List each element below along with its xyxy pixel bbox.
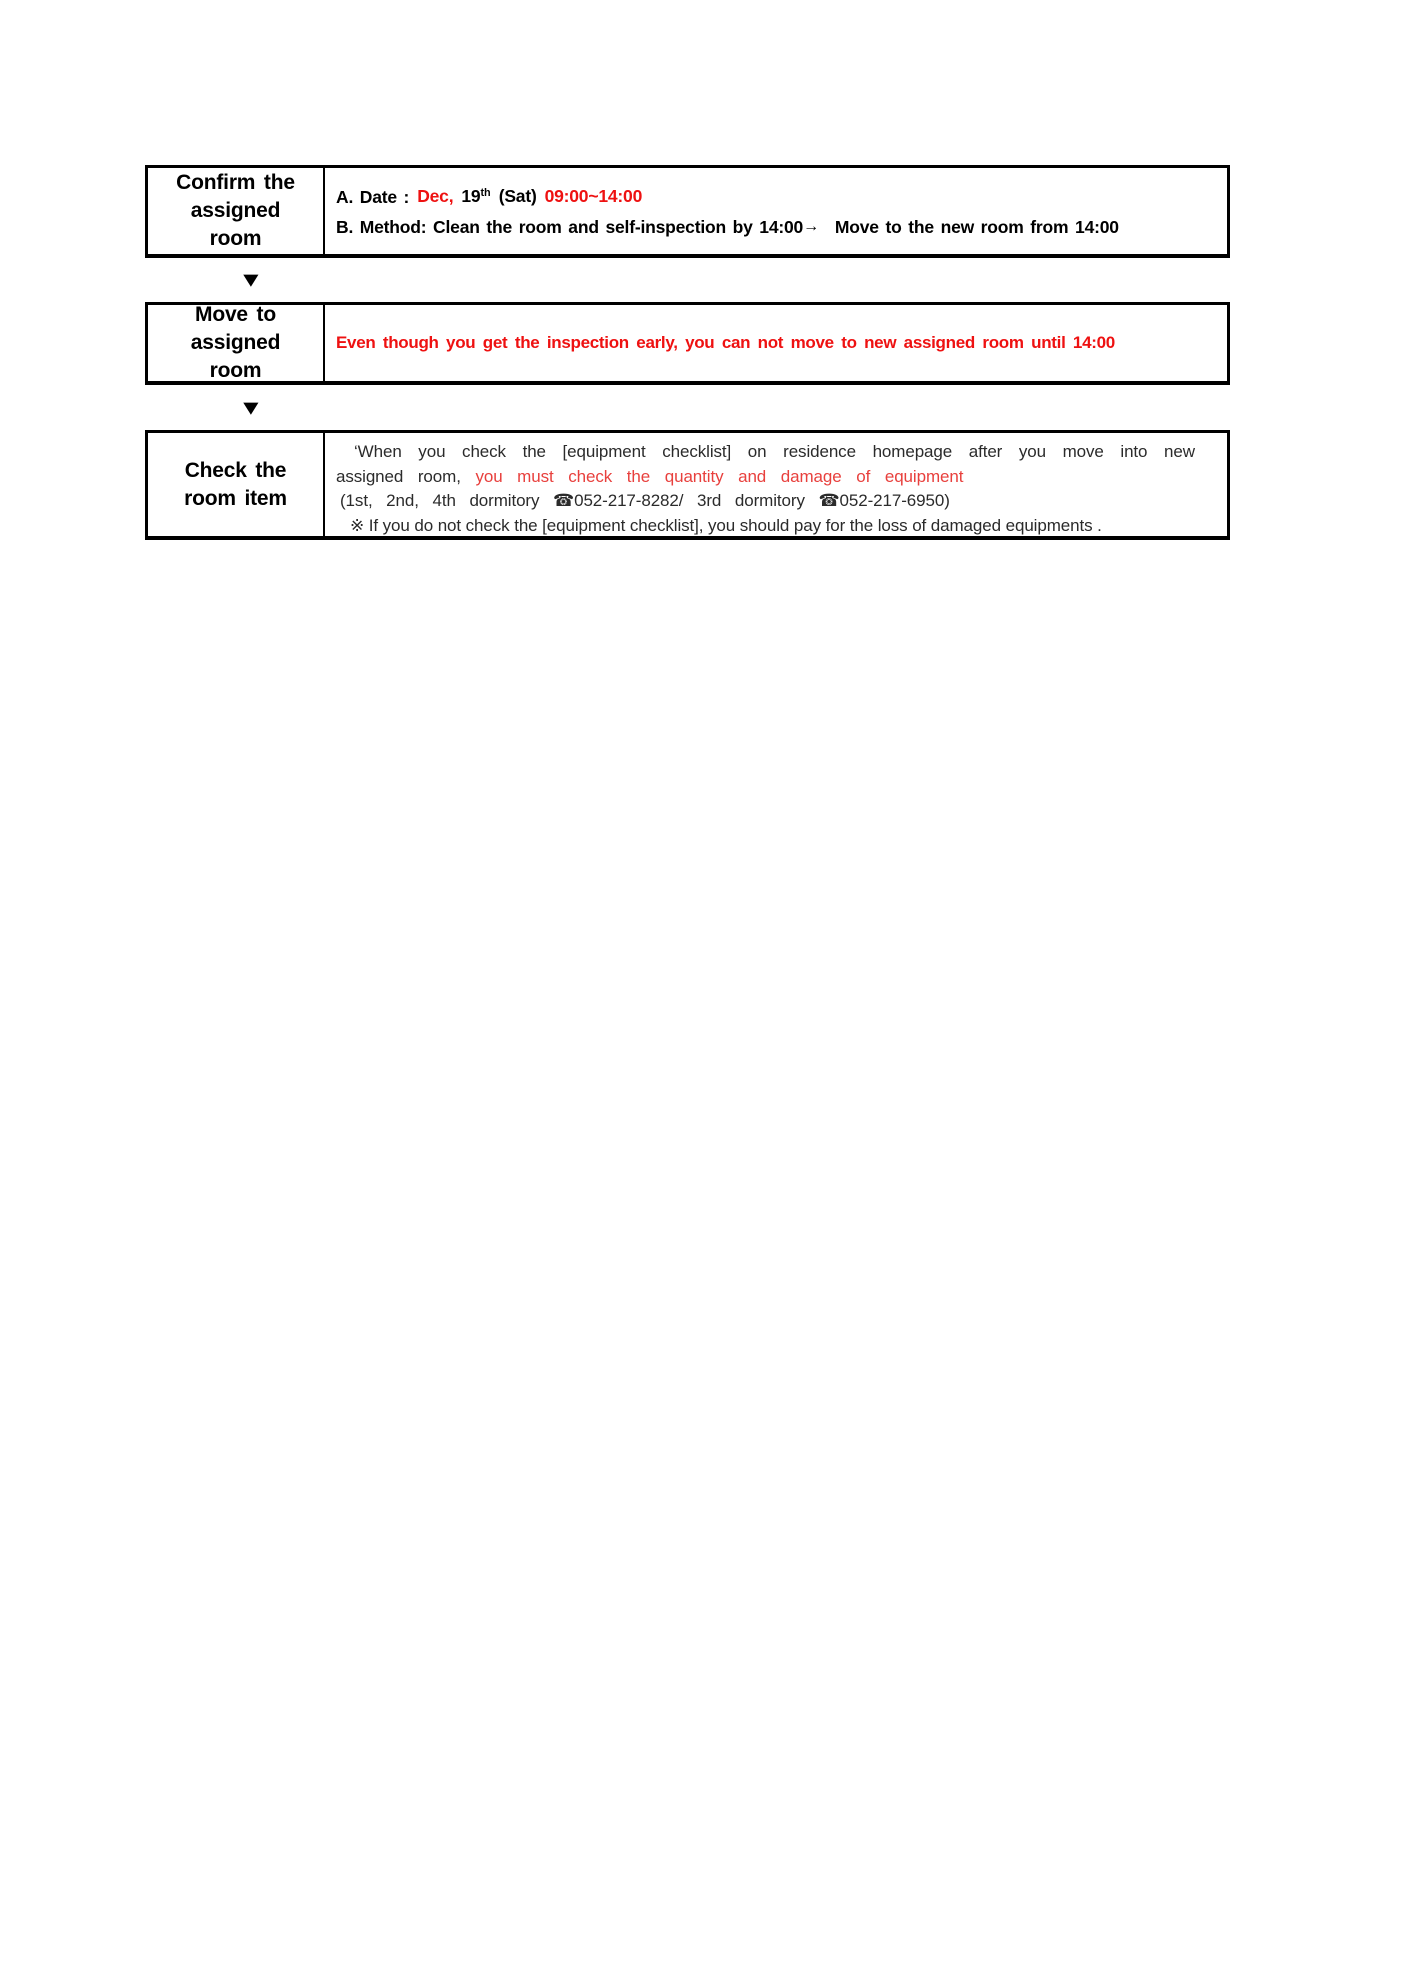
warning-text: Even though you get the inspection early, you can not move to new assigned room until 14:00 — [336, 333, 1115, 352]
date-weekday: (Sat) — [498, 186, 537, 207]
checklist-line-1: ‘When you check the [equipment checklist] on residence homepage after you move into new — [354, 442, 1195, 461]
method-line — [336, 212, 1221, 244]
flow-connector — [145, 385, 1230, 430]
method-after: Move to the new room from 14:00 — [834, 217, 1119, 238]
label-line: room — [209, 359, 262, 382]
step-label-check — [148, 433, 325, 536]
step-content-move — [325, 305, 1227, 381]
label-line: room — [209, 227, 262, 250]
checklist-line-2-black: assigned room, — [336, 466, 461, 486]
date-month: Dec, — [417, 186, 454, 207]
date-ordinal: th — [480, 186, 491, 199]
step-content-confirm — [325, 168, 1227, 254]
step-move-to-assigned-room — [145, 302, 1230, 385]
flow-connector — [145, 258, 1230, 302]
checklist-line-2 — [336, 465, 1221, 490]
note-line: ※ If you do not check the [equipment checklist], you should pay for the loss of damaged equipments . — [350, 515, 1102, 535]
date-day: 19 — [461, 186, 481, 207]
method-text: B. Method: Clean the room and self-inspection by 14:00 — [336, 217, 804, 238]
label-line: Confirm the — [176, 171, 295, 194]
date-time: 09:00~14:00 — [544, 186, 643, 207]
procedure-flow — [145, 165, 1230, 540]
step-check-room-item — [145, 430, 1230, 540]
step-confirm-assigned-room — [145, 165, 1230, 258]
step-label-move — [148, 305, 325, 381]
dormitory-phone-line: (1st, 2nd, 4th dormitory ☎052-217-8282/ 3rd dormitory ☎052-217-6950) — [340, 491, 950, 510]
label-line: assigned — [190, 331, 281, 354]
date-line — [336, 178, 1221, 213]
label-line: room item — [184, 486, 287, 510]
down-triangle-icon: ▼ — [238, 267, 264, 292]
date-prefix: A. Date : — [336, 186, 410, 207]
checklist-line-2-red: you must check the quantity and damage of equipment — [475, 466, 964, 486]
step-label-confirm — [148, 168, 325, 254]
right-arrow-icon: → — [803, 218, 819, 236]
step-content-check — [325, 433, 1227, 536]
label-line: Move to — [195, 303, 276, 326]
label-line: assigned — [190, 199, 281, 222]
down-triangle-icon: ▼ — [238, 394, 264, 419]
label-line: Check the — [184, 458, 287, 482]
